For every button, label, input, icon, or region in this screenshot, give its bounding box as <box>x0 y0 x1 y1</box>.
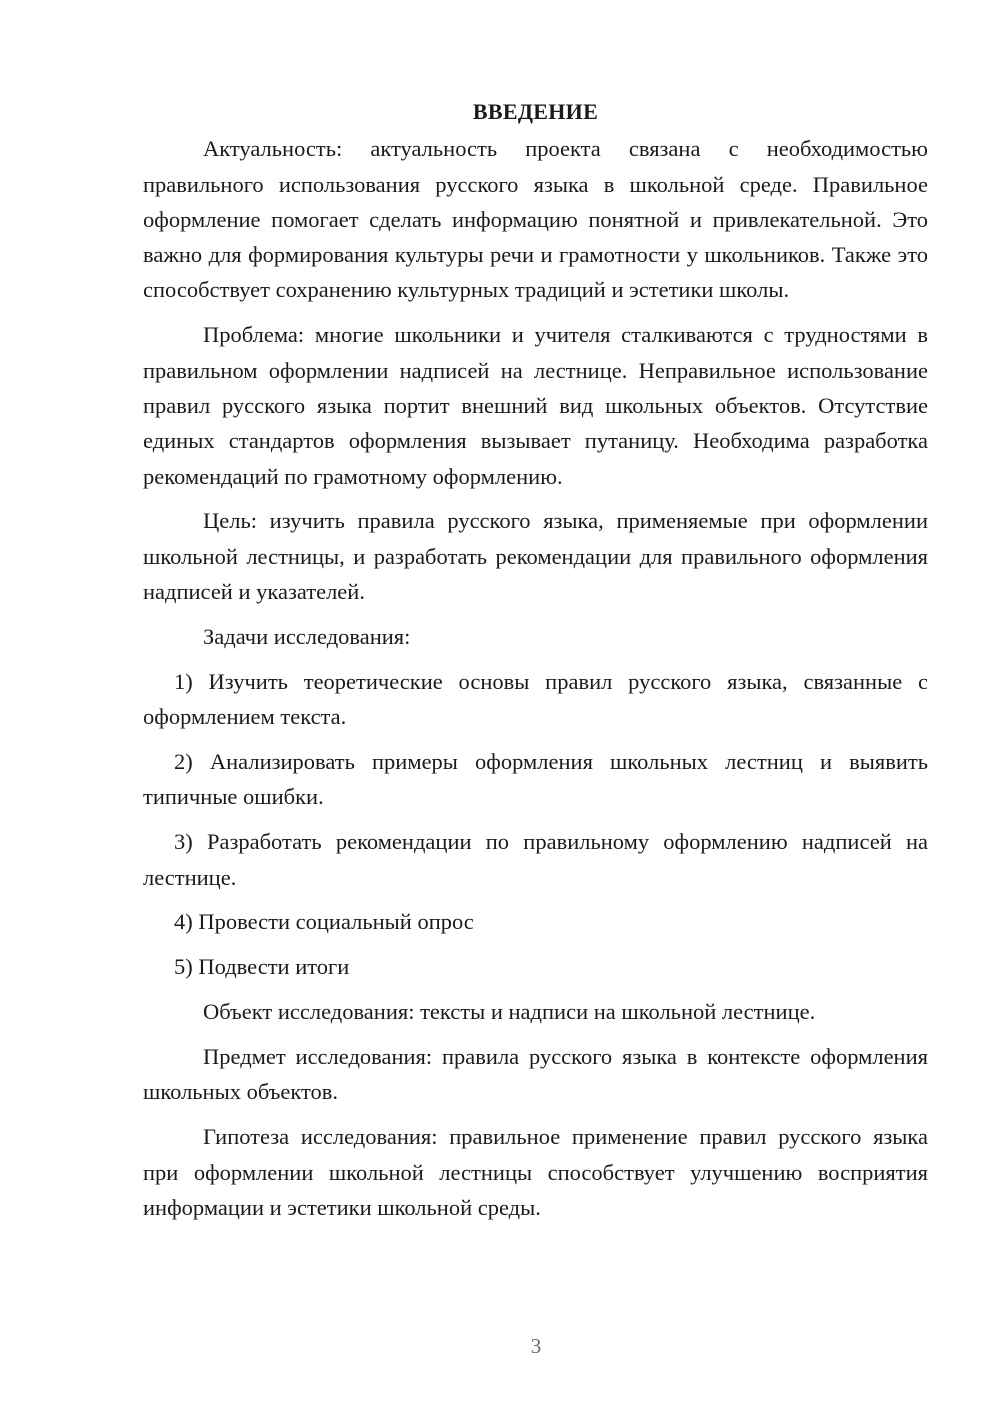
task-item-1: 1) Изучить теоретические основы правил русского языка, связанные с оформлением текста. <box>143 668 928 730</box>
page-title: ВВЕДЕНИЕ <box>472 99 599 124</box>
goal-paragraph: Цель: изучить правила русского языка, применяемые при оформлении школьной лестницы, и разработать рекомендации для правильного оформления надписей и указателей. <box>143 508 928 605</box>
relevance-paragraph: Актуальность: актуальность проекта связана с необходимостью правильного использования русского языка в школьной среде. Правильное оформление помогает сделать информацию понятной и привлекательной. Это важно для формирования культуры речи и грамотности у школьников. Также это способствует сохранению культурных традиций и эстетики школы. <box>143 136 928 303</box>
task-item-5: 5) Подвести итоги <box>174 954 350 980</box>
tasks-heading: Задачи исследования: <box>203 623 411 649</box>
page-number: 3 <box>530 1334 542 1358</box>
hypothesis-paragraph: Гипотеза исследования: правильное применение правил русского языка при оформлении школьной лестницы способствует улучшению восприятия информации и эстетики школьной среды. <box>143 1124 928 1220</box>
research-subject-paragraph: Предмет исследования: правила русского языка в контексте оформления школьных объектов. <box>143 1044 928 1105</box>
problem-paragraph: Проблема: многие школьники и учителя сталкиваются с трудностями в правильном оформлении надписей на лестнице. Неправильное использование правил русского языка портит внешний вид школьных объектов. Отсутствие единых стандартов оформления вызывает путаницу. Необходима разработка рекомендаций по грамотному оформлению. <box>143 322 928 489</box>
task-item-3: 3) Разработать рекомендации по правильному оформлению надписей на лестнице. <box>143 829 928 890</box>
research-object-paragraph: Объект исследования: тексты и надписи на школьной лестнице. <box>203 999 816 1025</box>
task-item-4: 4) Провести социальный опрос <box>174 909 474 935</box>
task-item-2: 2) Анализировать примеры оформления школьных лестниц и выявить типичные ошибки. <box>143 749 928 810</box>
document-page <box>143 94 928 1235</box>
